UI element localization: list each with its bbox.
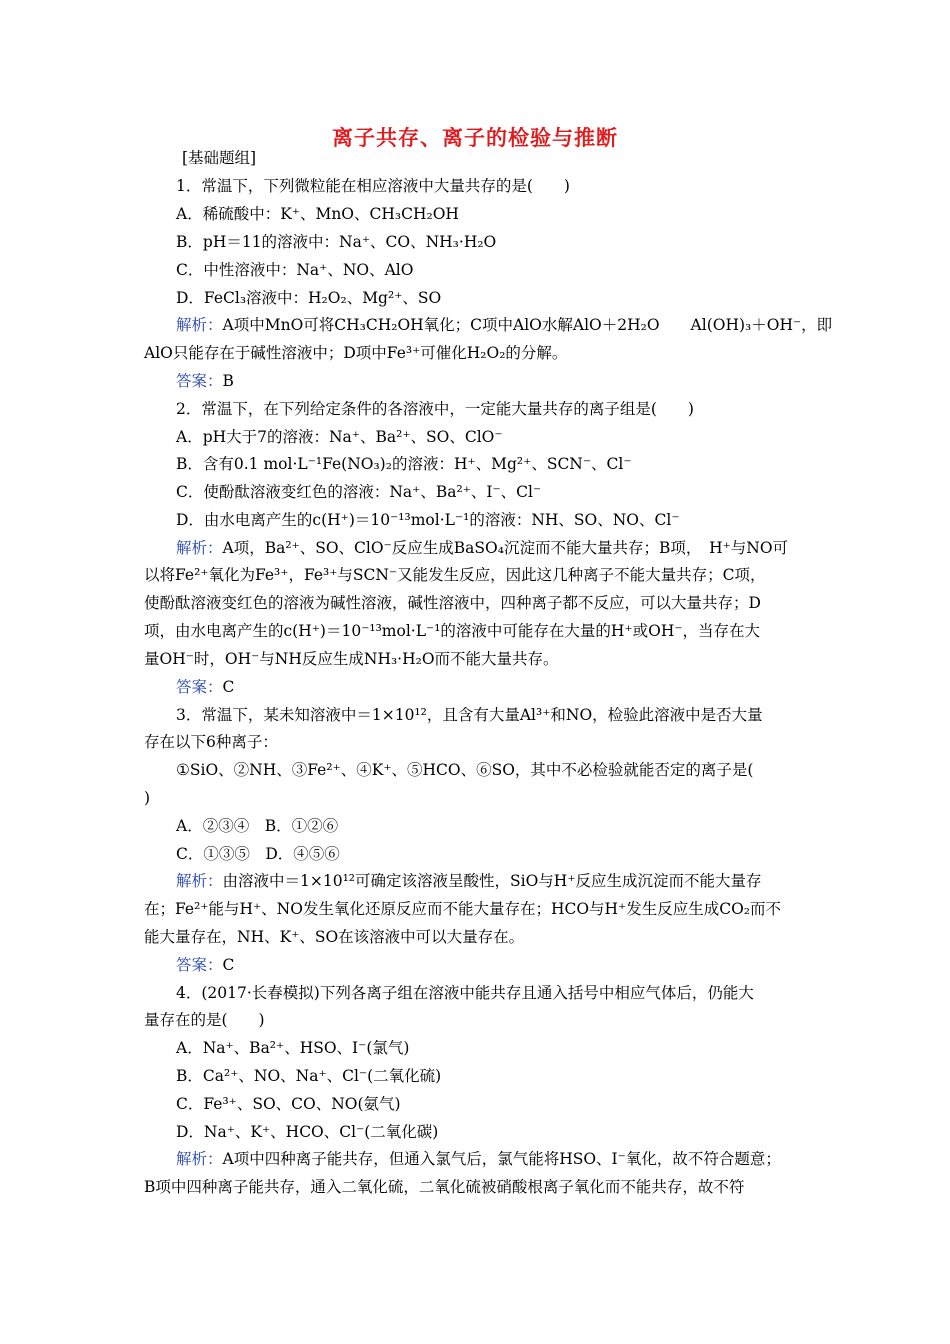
q2-explanation-line-1: 解析：A项，Ba²⁺、SO、ClO⁻反应生成BaSO₄沉淀而不能大量共存；B项， H⁺与NO可 <box>176 539 789 557</box>
q4-option-a: A．Na⁺、Ba²⁺、HSO、I⁻(氯气) <box>176 1039 410 1057</box>
q4-option-d: D．Na⁺、K⁺、HCO、Cl⁻(二氧化碳) <box>176 1123 439 1141</box>
q3-options-ab: A．②③④ B．①②⑥ <box>176 817 339 835</box>
q2-explanation-line-5: 量OH⁻时，OH⁻与NH反应生成NH₃·H₂O而不能大量共存。 <box>144 650 559 668</box>
q3-explanation-line-2: 在；Fe²⁺能与H⁺、NO发生氧化还原反应而不能大量存在；HCO与H⁺发生反应生成CO₂而不 <box>144 900 782 918</box>
q2-explanation-line-2: 以将Fe²⁺氧化为Fe³⁺，Fe³⁺与SCN⁻又能发生反应，因此这几种离子不能大量共存；C项， <box>144 566 766 584</box>
question-2-stem: 2．常温下，在下列给定条件的各溶液中，一定能大量共存的离子组是( ) <box>176 400 694 418</box>
question-4-stem-line-2: 量存在的是( ) <box>144 1011 265 1029</box>
q2-explanation-line-3: 使酚酞溶液变红色的溶液为碱性溶液，碱性溶液中，四种离子都不反应，可以大量共存；D <box>144 594 761 612</box>
question-4-stem-line-1: 4．(2017·长春模拟)下列各离子组在溶液中能共存且通入括号中相应气体后，仍能大 <box>176 984 754 1002</box>
section-heading: [基础题组] <box>182 149 257 167</box>
q2-option-a: A．pH大于7的溶液：Na⁺、Ba²⁺、SO、ClO⁻ <box>176 428 503 446</box>
q4-option-b: B．Ca²⁺、NO、Na⁺、Cl⁻(二氧化硫) <box>176 1067 442 1085</box>
q4-option-c: C．Fe³⁺、SO、CO、NO(氨气) <box>176 1095 401 1113</box>
explanation-label: 解析： <box>176 539 223 557</box>
q1-option-b: B．pH＝11的溶液中：Na⁺、CO、NH₃·H₂O <box>176 233 497 251</box>
q2-option-b: B．含有0.1 mol·L⁻¹Fe(NO₃)₂的溶液：H⁺、Mg²⁺、SCN⁻、Cl⁻ <box>176 455 632 473</box>
q4-explanation-line-2: B项中四种离子能共存，通入二氧化硫，二氧化硫被硝酸根离子氧化而不能共存，故不符 <box>144 1178 745 1196</box>
q4-explanation-line-1: 解析：A项中四种离子能共存，但通入氯气后，氯气能将HSO、I⁻氧化，故不符合题意； <box>176 1150 781 1168</box>
question-3-stem-line-2: 存在以下6种离子： <box>144 733 278 751</box>
q1-explanation-line-2: AlO只能存在于碱性溶液中；D项中Fe³⁺可催化H₂O₂的分解。 <box>144 344 568 362</box>
q3-explanation-line-1: 解析：由溶液中＝1×10¹²可确定该溶液呈酸性，SiO与H⁺反应生成沉淀而不能大量存 <box>176 872 762 890</box>
question-3-stem-line-1: 3．常温下，某未知溶液中＝1×10¹²，且含有大量Al³⁺和NO，检验此溶液中是否大量 <box>176 706 763 724</box>
explanation-label: 解析： <box>176 316 223 334</box>
explanation-label: 解析： <box>176 872 223 890</box>
answer-label: 答案： <box>176 956 223 974</box>
q3-options-cd: C．①③⑤ D．④⑤⑥ <box>176 845 340 863</box>
q1-option-a: A．稀硫酸中：K⁺、MnO、CH₃CH₂OH <box>176 205 459 223</box>
explanation-label: 解析： <box>176 1150 223 1168</box>
page-title: 离子共存、离子的检验与推断 <box>332 125 618 150</box>
q2-answer: 答案：C <box>176 678 235 696</box>
answer-label: 答案： <box>176 372 223 390</box>
q1-answer: 答案：B <box>176 372 234 390</box>
question-3-stem-line-4: ) <box>144 789 151 807</box>
q2-option-c: C．使酚酞溶液变红色的溶液：Na⁺、Ba²⁺、I⁻、Cl⁻ <box>176 483 542 501</box>
q1-option-d: D．FeCl₃溶液中：H₂O₂、Mg²⁺、SO <box>176 289 442 307</box>
q2-option-d: D．由水电离产生的c(H⁺)＝10⁻¹³mol·L⁻¹的溶液：NH、SO、NO、Cl⁻ <box>176 511 680 529</box>
q3-explanation-line-3: 能大量存在，NH、K⁺、SO在该溶液中可以大量存在。 <box>144 928 525 946</box>
answer-label: 答案： <box>176 678 223 696</box>
question-3-stem-line-3: ①SiO、②NH、③Fe²⁺、④K⁺、⑤HCO、⑥SO，其中不必检验就能否定的离子是( <box>176 761 754 779</box>
question-1-stem: 1．常温下，下列微粒能在相应溶液中大量共存的是( ) <box>176 177 570 195</box>
q3-answer: 答案：C <box>176 956 235 974</box>
q2-explanation-line-4: 项，由水电离产生的c(H⁺)＝10⁻¹³mol·L⁻¹的溶液中可能存在大量的H⁺或OH⁻，当存在大 <box>144 622 761 640</box>
q1-explanation-line-1: 解析：A项中MnO可将CH₃CH₂OH氧化；C项中AlO水解AlO＋2H₂O Al(OH)₃＋OH⁻，即 <box>176 316 833 334</box>
q1-option-c: C．中性溶液中：Na⁺、NO、AlO <box>176 261 414 279</box>
